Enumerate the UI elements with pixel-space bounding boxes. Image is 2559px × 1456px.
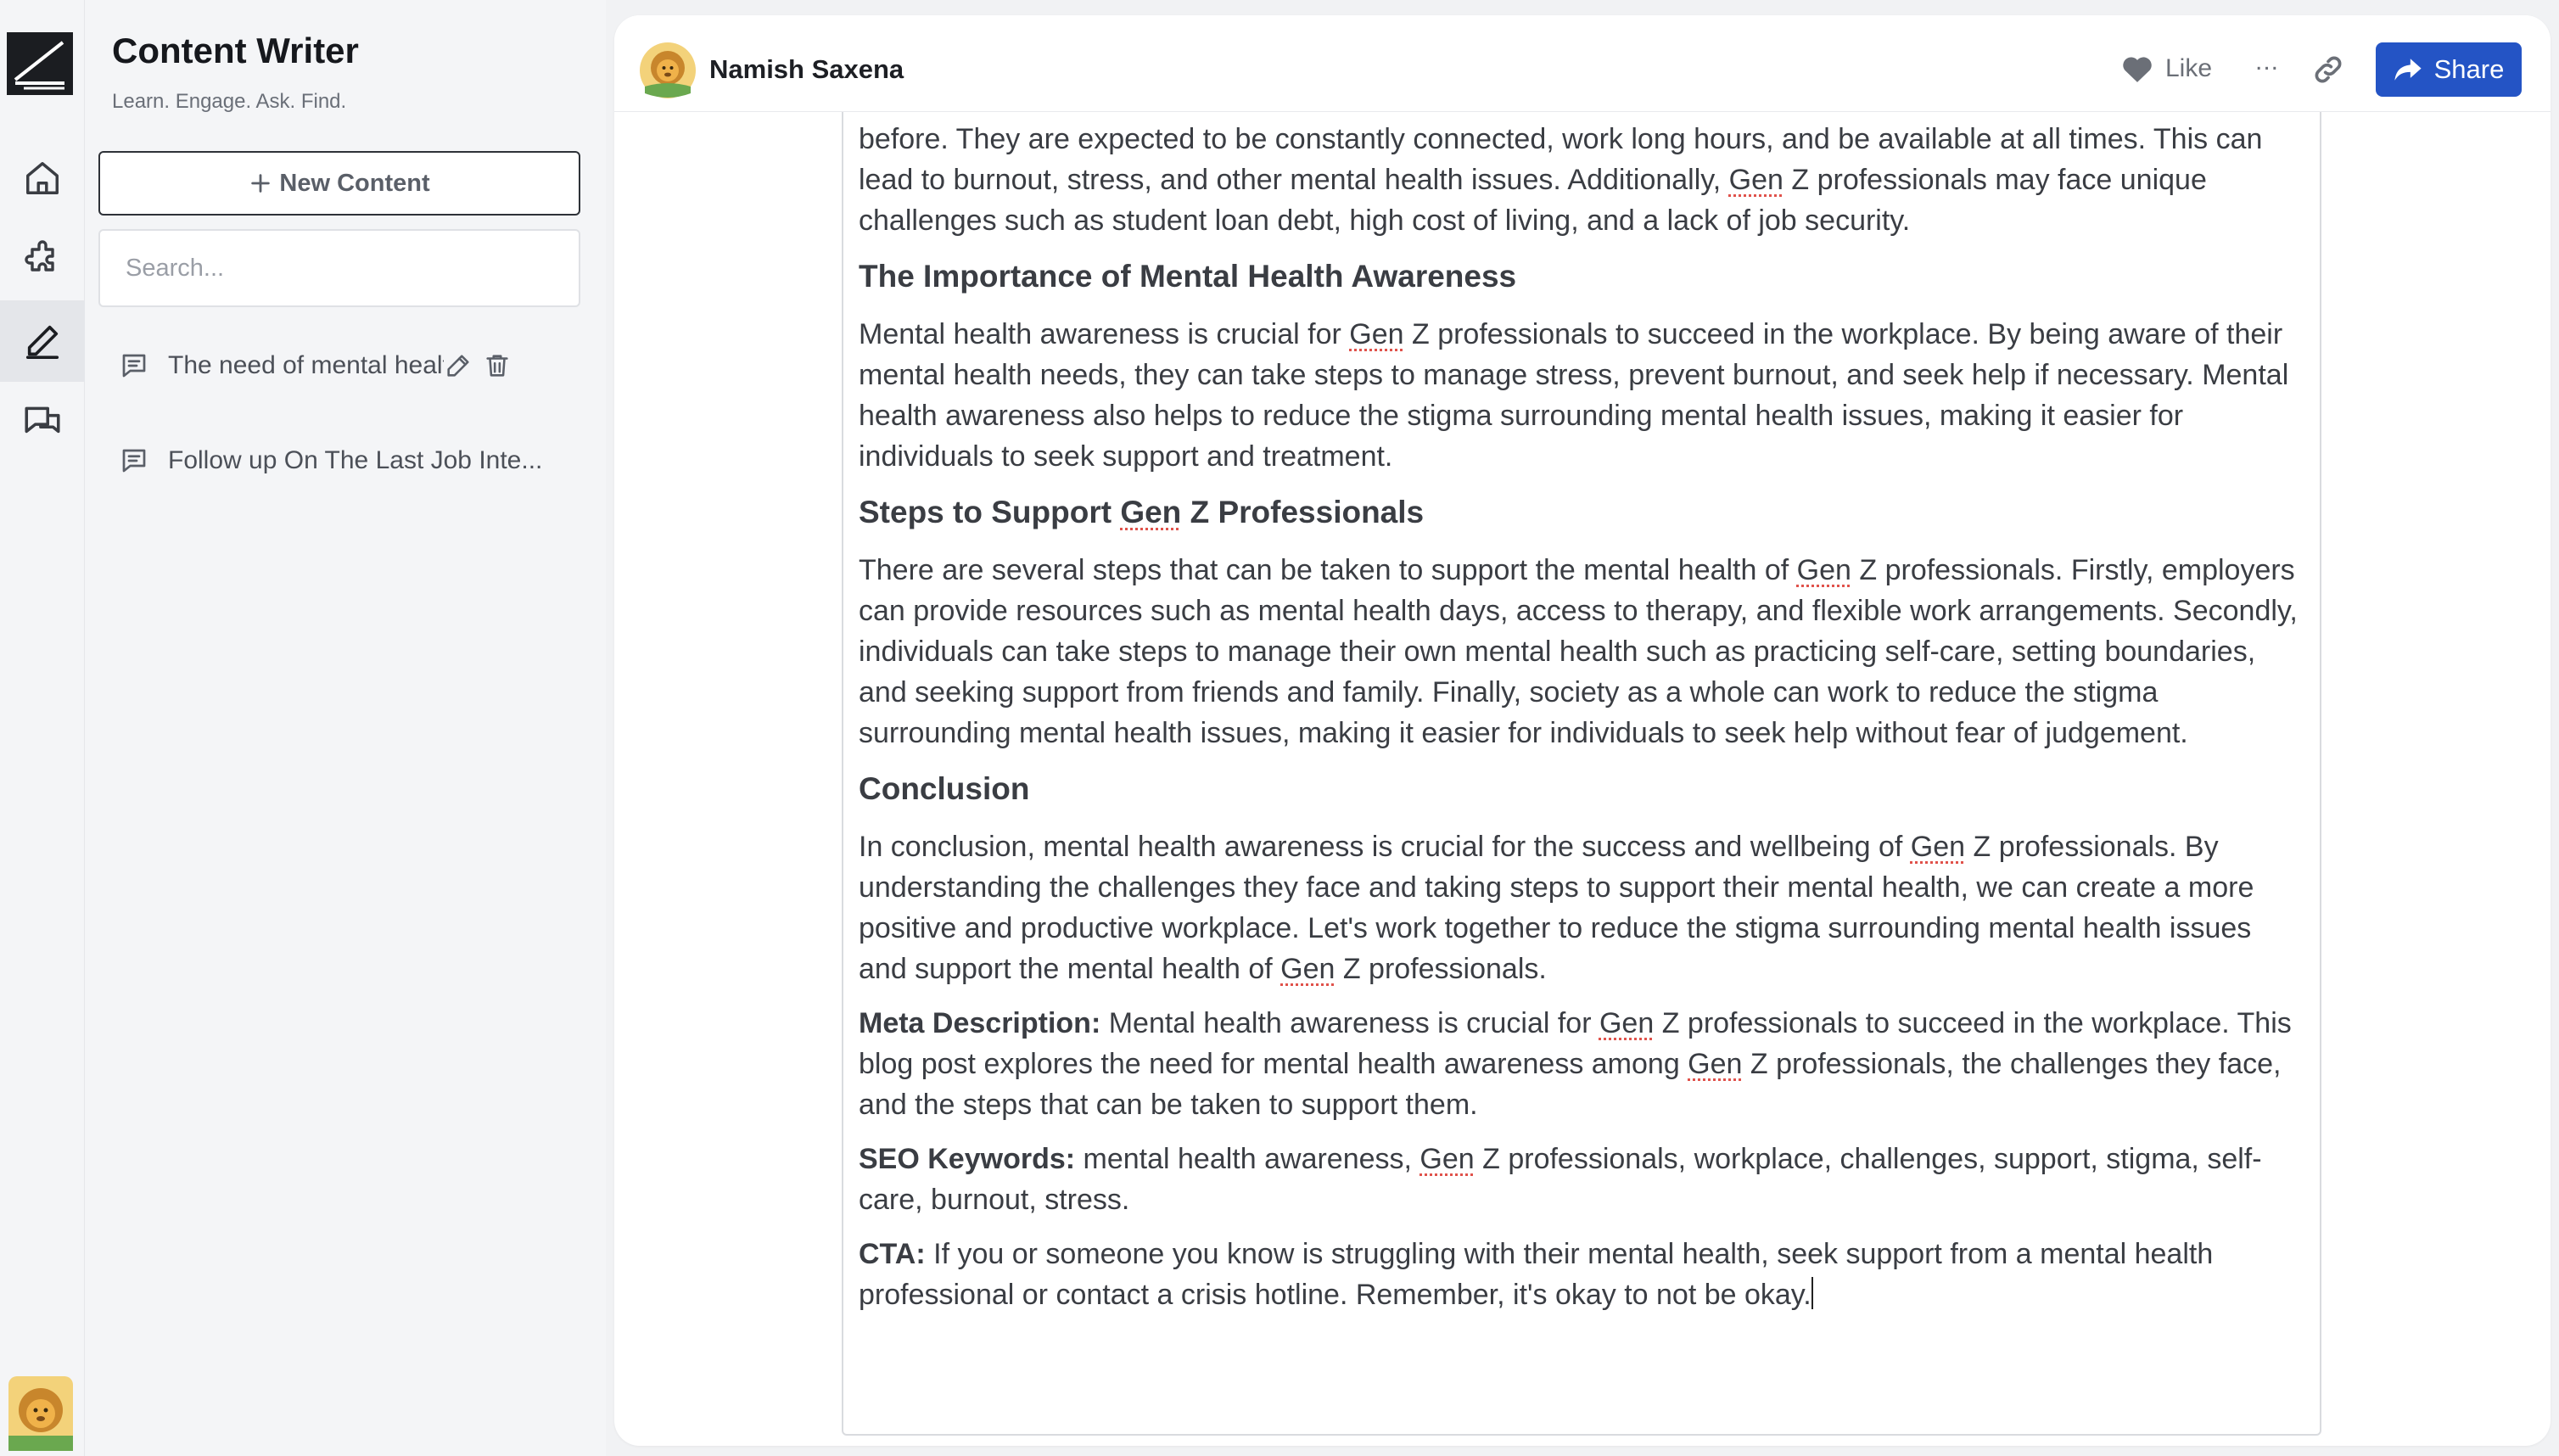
editor-panel xyxy=(614,15,2551,1446)
share-arrow-icon xyxy=(2394,57,2422,82)
user-avatar[interactable] xyxy=(640,42,696,98)
new-content-label: New Content xyxy=(279,169,430,197)
home-icon xyxy=(23,159,62,198)
more-options-button[interactable]: ... xyxy=(2255,48,2280,76)
spellcheck-word: Gen xyxy=(1796,554,1851,586)
heading-conclusion: Conclusion xyxy=(859,771,1030,806)
puzzle-icon xyxy=(22,239,63,280)
text-caret xyxy=(1811,1277,1813,1309)
user-avatar-rail[interactable] xyxy=(8,1376,73,1451)
new-content-button[interactable] xyxy=(98,151,580,216)
spellcheck-word: Gen xyxy=(1349,318,1404,350)
search-input[interactable] xyxy=(98,229,580,307)
heading-importance: The Importance of Mental Health Awareness xyxy=(859,259,1517,294)
call-to-action xyxy=(859,1234,2304,1315)
rail-plugins-button[interactable] xyxy=(0,219,85,300)
share-label: Share xyxy=(2433,54,2505,84)
heart-icon xyxy=(2121,53,2153,84)
heading-steps: Steps to Support Gen Z Professionals xyxy=(859,495,1425,529)
paragraph-importance: Mental health awareness is crucial for Gen Z professionals to succeed in the workplace. By being aware of their mental health needs, they can take steps to manage stress, prevent burnout, and seek help if necessary. Mental health awareness also helps to reduce the stigma surrounding mental health issues, making it easier for individuals to seek support and treatment. xyxy=(859,318,2289,473)
trash-icon[interactable] xyxy=(483,351,512,380)
message-icon xyxy=(119,445,149,476)
spellcheck-word: Gen xyxy=(1728,164,1783,196)
seo-keywords xyxy=(859,1139,2304,1220)
spellcheck-word: Gen xyxy=(1688,1048,1743,1080)
link-icon[interactable] xyxy=(2311,53,2345,87)
app-title: Content Writer xyxy=(112,31,359,70)
edit-icon[interactable] xyxy=(444,351,473,380)
user-name: Namish Saxena xyxy=(709,54,904,84)
spellcheck-word: Gen xyxy=(1599,1007,1655,1039)
pen-icon xyxy=(23,322,62,361)
spellcheck-word: Gen xyxy=(1280,953,1335,985)
meta-text: Mental health awareness is crucial for Gen Z professionals to succeed in the workplace. This blog post explores the need for mental health awareness among Gen Z professionals, the challenges they face, and the steps that can be taken to support them. xyxy=(859,1007,2292,1121)
document-item[interactable] xyxy=(119,336,594,395)
paragraph-conclusion: In conclusion, mental health awareness is crucial for the success and wellbeing of Gen Z professionals. By understanding the challenges they face and taking steps to support their mental health, we can create a more positive and productive workplace. Let's work together to reduce the stigma surrounding mental health issues and support the mental health of Gen Z professionals. xyxy=(859,831,2254,985)
editor-header xyxy=(614,15,2551,112)
meta-description xyxy=(859,1003,2304,1125)
rail-chat-button[interactable] xyxy=(0,382,85,463)
app-subtitle: Learn. Engage. Ask. Find. xyxy=(112,90,347,113)
spellcheck-word: Gen xyxy=(1419,1143,1475,1175)
like-button[interactable] xyxy=(2121,49,2212,88)
content-editor[interactable] xyxy=(842,66,2321,1436)
cta-label: CTA: xyxy=(859,1238,926,1270)
like-label: Like xyxy=(2165,54,2213,82)
message-icon xyxy=(119,350,149,381)
meta-label: Meta Description: xyxy=(859,1007,1101,1039)
rail-home-button[interactable] xyxy=(0,137,85,219)
plus-icon xyxy=(249,171,272,195)
icon-rail xyxy=(0,0,85,1456)
paragraph-steps: There are several steps that can be taken to support the mental health of Gen Z professionals. Firstly, employers can provide resources such as mental health days, access to therapy, and flexible work arrangements. Secondly, individuals can take steps to manage their own mental health such as practicing self-care, setting boundaries, and seeking support from friends and family. Finally, society as a whole can work to reduce the stigma surrounding mental health issues, making it easier for individuals to seek help without fear of judgement. xyxy=(859,554,2298,749)
rail-write-button[interactable] xyxy=(0,300,85,382)
seo-text: mental health awareness, Gen Z professionals, workplace, challenges, support, stigma, self-care, burnout, stress. xyxy=(859,1143,2262,1216)
cta-text: If you or someone you know is struggling with their mental health, seek support from a mental health professional or contact a crisis hotline. Remember, it's okay to not be okay. xyxy=(859,1238,2214,1311)
app-logo[interactable] xyxy=(7,32,73,95)
share-button[interactable] xyxy=(2376,42,2522,97)
content-sidebar xyxy=(85,0,606,1456)
paragraph-intro: before. They are expected to be constantly connected, work long hours, and be available at all times. This can lead to burnout, stress, and other mental health issues. Additionally, Gen Z professionals may face unique challenges such as student loan debt, high cost of living, and a lack of job security. xyxy=(859,123,2263,237)
spellcheck-word: Gen xyxy=(1910,831,1966,863)
seo-label: SEO Keywords: xyxy=(859,1143,1076,1175)
chat-icon xyxy=(21,401,64,444)
document-title: Follow up On The Last Job Inte... xyxy=(168,446,543,474)
spellcheck-word: Gen xyxy=(1120,495,1182,529)
document-title: The need of mental health xyxy=(168,351,464,379)
document-item[interactable] xyxy=(119,431,594,490)
